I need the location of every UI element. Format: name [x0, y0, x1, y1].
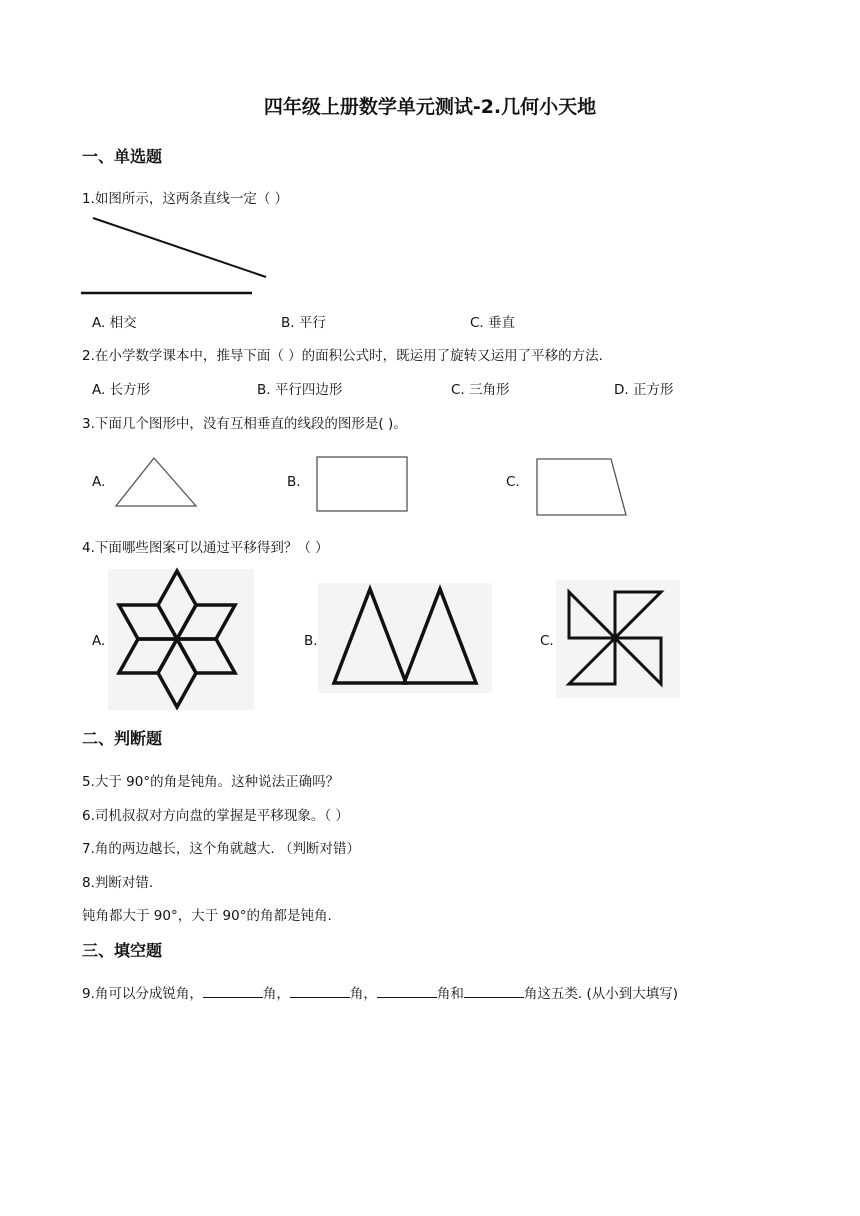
question-1-stem: 1.如图所示，这两条直线一定（ ） — [82, 191, 289, 207]
section-heading-true-false: 二、判断题 — [82, 729, 163, 748]
q9-text-2: 角， — [262, 986, 290, 1002]
q3-rectangle-figure — [316, 456, 409, 512]
q3-trapezoid-figure — [536, 458, 628, 518]
question-4-stem: 4.下面哪些图案可以通过平移得到？（ ） — [82, 540, 329, 556]
q1-option-b[interactable]: B. 平行 — [281, 315, 326, 331]
question-8-statement: 钝角都大于 90°，大于 90°的角都是钝角. — [82, 908, 332, 924]
q1-option-c[interactable]: C. 垂直 — [470, 315, 516, 331]
question-6: 6.司机叔叔对方向盘的掌握是平移现象。（ ） — [82, 808, 349, 824]
section-heading-single-choice: 一、单选题 — [82, 147, 163, 166]
q4-triangles-pattern-figure — [318, 583, 492, 693]
q4-pinwheel-pattern-figure — [556, 580, 680, 698]
question-2-stem: 2.在小学数学课本中，推导下面（ ）的面积公式时，既运用了旋转又运用了平移的方法. — [82, 348, 603, 364]
section-heading-fill-in: 三、填空题 — [82, 941, 163, 960]
q9-blank-1[interactable] — [203, 984, 263, 998]
q4-option-a[interactable]: A. — [92, 633, 106, 649]
question-7: 7.角的两边越长，这个角就越大. （判断对错） — [82, 841, 360, 857]
question-8-stem: 8.判断对错. — [82, 875, 154, 891]
q9-text-1: 9.角可以分成锐角， — [82, 986, 203, 1002]
q3-option-a[interactable]: A. — [92, 474, 106, 490]
q2-option-c[interactable]: C. 三角形 — [451, 382, 510, 398]
q2-option-a[interactable]: A. 长方形 — [92, 382, 151, 398]
question-9 — [82, 982, 678, 1002]
page-title: 四年级上册数学单元测试-2.几何小天地 — [263, 96, 597, 118]
q9-text-5: 角这五类. (从小到大填写) — [523, 986, 679, 1002]
q1-option-a[interactable]: A. 相交 — [92, 315, 137, 331]
q2-option-d[interactable]: D. 正方形 — [614, 382, 674, 398]
q4-option-c[interactable]: C. — [540, 633, 554, 649]
q9-blank-2[interactable] — [290, 984, 350, 998]
q1-two-lines-figure — [80, 215, 280, 300]
question-5: 5.大于 90°的角是钝角。这种说法正确吗？ — [82, 774, 340, 790]
q9-blank-4[interactable] — [464, 984, 524, 998]
q4-option-b[interactable]: B. — [304, 633, 318, 649]
q3-option-c[interactable]: C. — [506, 474, 520, 490]
q2-option-b[interactable]: B. 平行四边形 — [257, 382, 343, 398]
q4-star-pattern-figure — [108, 569, 254, 710]
q9-text-4: 角和 — [436, 986, 464, 1002]
q9-blank-3[interactable] — [377, 984, 437, 998]
q3-triangle-figure — [114, 456, 198, 508]
question-3-stem: 3.下面几个图形中，没有互相垂直的线段的图形是( )。 — [82, 416, 407, 432]
q3-option-b[interactable]: B. — [287, 474, 301, 490]
q9-text-3: 角， — [349, 986, 377, 1002]
